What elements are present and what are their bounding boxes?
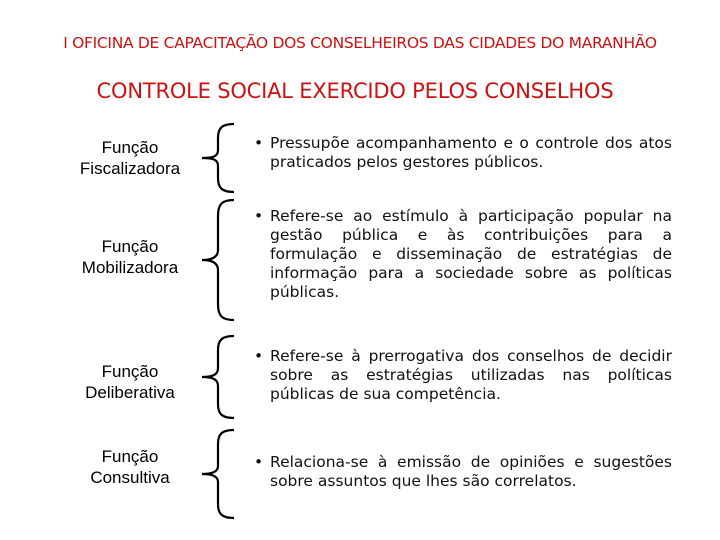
label-line1: Função [101,447,159,466]
bullet-icon: • [254,347,264,365]
function-label-deliberativa [40,361,220,403]
description-fiscalizadora [254,134,672,172]
label-line2: Fiscalizadora [79,159,181,178]
description-text: Refere-se à prerrogativa dos conselhos de decidir sobre as estratégias utilizadas nas políticas públicas de sua competência. [270,347,672,403]
event-subtitle: I OFICINA DE CAPACITAÇÃO DOS CONSELHEIROS DAS CIDADES DO MARANHÃO [63,34,657,52]
description-text: Relaciona-se à emissão de opiniões e sugestões sobre assuntos que lhes são correlatos. [270,453,672,490]
bullet-icon: • [254,207,264,225]
label-line1: Função [101,362,159,381]
function-label-fiscalizadora [40,137,220,179]
bullet-icon: • [254,453,264,471]
function-label-mobilizadora [40,236,220,278]
description-text: Refere-se ao estímulo à participação popular na gestão pública e às contribuições para a formulação e disseminação de estratégias de informação para a sociedade sobre as políticas públicas. [270,207,672,301]
description-deliberativa [254,347,672,404]
brace-icon [196,122,238,194]
page-title: CONTROLE SOCIAL EXERCIDO PELOS CONSELHOS [96,79,614,103]
brace-icon [196,428,238,520]
label-line2: Consultiva [90,468,170,487]
description-text: Pressupõe acompanhamento e o controle dos atos praticados pelos gestores públicos. [270,134,672,171]
description-consultiva [254,453,672,491]
bullet-icon: • [254,134,264,152]
function-label-consultiva [40,446,220,488]
label-line2: Deliberativa [85,383,175,402]
label-line2: Mobilizadora [81,258,179,277]
description-mobilizadora [254,207,672,302]
label-line1: Função [101,138,159,157]
label-line1: Função [101,237,159,256]
brace-icon [196,198,238,322]
brace-icon [196,334,238,420]
